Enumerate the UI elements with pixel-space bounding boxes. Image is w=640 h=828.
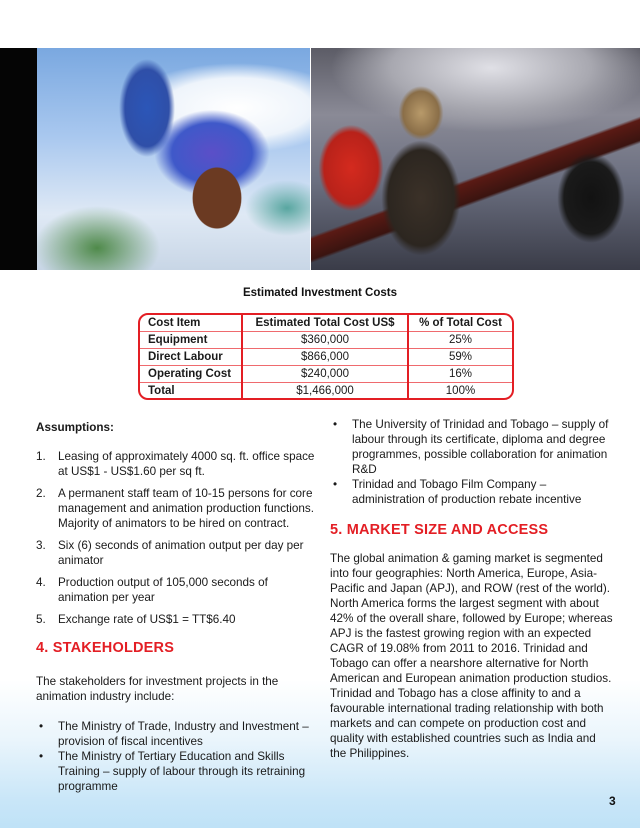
cell-percent: 25%	[408, 332, 512, 349]
cell-cost-item: Direct Labour	[140, 349, 242, 366]
stakeholders-list-right	[330, 417, 615, 507]
list-item	[330, 417, 615, 477]
list-text: Exchange rate of US$1 = TT$6.40	[58, 613, 236, 626]
list-number: 3.	[36, 539, 46, 552]
list-text: The Ministry of Tertiary Education and Skills Training – supply of labour through its retraining programme	[58, 750, 306, 793]
cell-cost: $866,000	[242, 349, 408, 366]
cell-cost-item: Total	[140, 383, 242, 400]
list-text: A permanent staff team of 10-15 persons for core management and animation production functions. Majority of animators to be hired on contract.	[58, 487, 314, 530]
band-performance-photo	[311, 48, 640, 270]
table-total-row	[140, 383, 512, 400]
market-heading: 5. MARKET SIZE AND ACCESS	[330, 522, 549, 538]
list-item	[36, 719, 316, 749]
header-percent-total-cost: % of Total Cost	[408, 315, 512, 332]
table-row	[140, 349, 512, 366]
cell-cost: $240,000	[242, 366, 408, 383]
stakeholders-intro: The stakeholders for investment projects in the animation industry include:	[36, 675, 279, 703]
list-item	[36, 449, 316, 479]
page-number: 3	[609, 794, 616, 808]
stakeholders-heading: 4. STAKEHOLDERS	[36, 640, 175, 656]
left-column	[36, 420, 316, 794]
list-text: Six (6) seconds of animation output per day per animator	[58, 539, 304, 567]
list-number: 4.	[36, 576, 46, 589]
list-item	[36, 538, 316, 568]
list-text: Production output of 105,000 seconds of animation per year	[58, 576, 268, 604]
table-header-row	[140, 315, 512, 332]
list-text: The University of Trinidad and Tobago – supply of labour through its certificate, diploma and degree programmes, possible collaboration for animation R&D	[352, 418, 609, 476]
cell-cost: $360,000	[242, 332, 408, 349]
cell-percent: 16%	[408, 366, 512, 383]
table-row	[140, 366, 512, 383]
bullet-icon: •	[333, 478, 338, 491]
list-item	[36, 575, 316, 605]
list-text: Trinidad and Tobago Film Company – administration of production rebate incentive	[352, 478, 582, 506]
list-number: 2.	[36, 487, 46, 500]
list-text: Leasing of approximately 4000 sq. ft. office space at US$1 - US$1.60 per sq ft.	[58, 450, 315, 478]
investment-cost-table	[138, 313, 514, 400]
list-item	[36, 486, 316, 531]
cell-percent: 59%	[408, 349, 512, 366]
list-text: The Ministry of Trade, Industry and Investment – provision of fiscal incentives	[58, 720, 309, 748]
table-row	[140, 332, 512, 349]
bullet-icon: •	[333, 418, 338, 431]
assumptions-list	[36, 449, 316, 627]
list-item	[330, 477, 615, 507]
assumptions-title: Assumptions:	[36, 421, 114, 434]
investment-table-title: Estimated Investment Costs	[242, 287, 397, 299]
bullet-icon: •	[39, 750, 44, 763]
header-photos	[0, 48, 640, 270]
carnival-dancer-photo	[37, 48, 310, 270]
market-paragraph: The global animation & gaming market is segmented into four geographies: North America, Europe, Asia-Pacific and Japan (APJ), and ROW (rest of the world). North America forms the largest segment with about 42% of the overall share, followed by Europe; whereas APJ is the fastest growing region with an expected CAGR of 19.08% from 2011 to 2016. Trinidad and Tobago can offer a nearshore alternative for North American and European animation production studios. Trinidad and Tobago has a close affinity to and a favourable international trading relationship with both markets and can compete on production cost and quality with established countries such as India and the Philippines.	[330, 552, 613, 760]
cell-percent: 100%	[445, 384, 476, 397]
list-item	[36, 612, 316, 627]
list-number: 5.	[36, 613, 46, 626]
cell-cost: $1,466,000	[242, 383, 408, 400]
cell-cost-item: Operating Cost	[140, 366, 242, 383]
right-column	[330, 420, 615, 761]
list-item	[36, 749, 316, 794]
stakeholders-list-left	[36, 719, 316, 794]
cell-cost-item: Equipment	[140, 332, 242, 349]
header-cost-item: Cost Item	[140, 315, 242, 332]
black-edge-strip	[0, 48, 37, 270]
header-estimated-total-cost: Estimated Total Cost US$	[242, 315, 408, 332]
list-number: 1.	[36, 450, 46, 463]
bullet-icon: •	[39, 720, 44, 733]
